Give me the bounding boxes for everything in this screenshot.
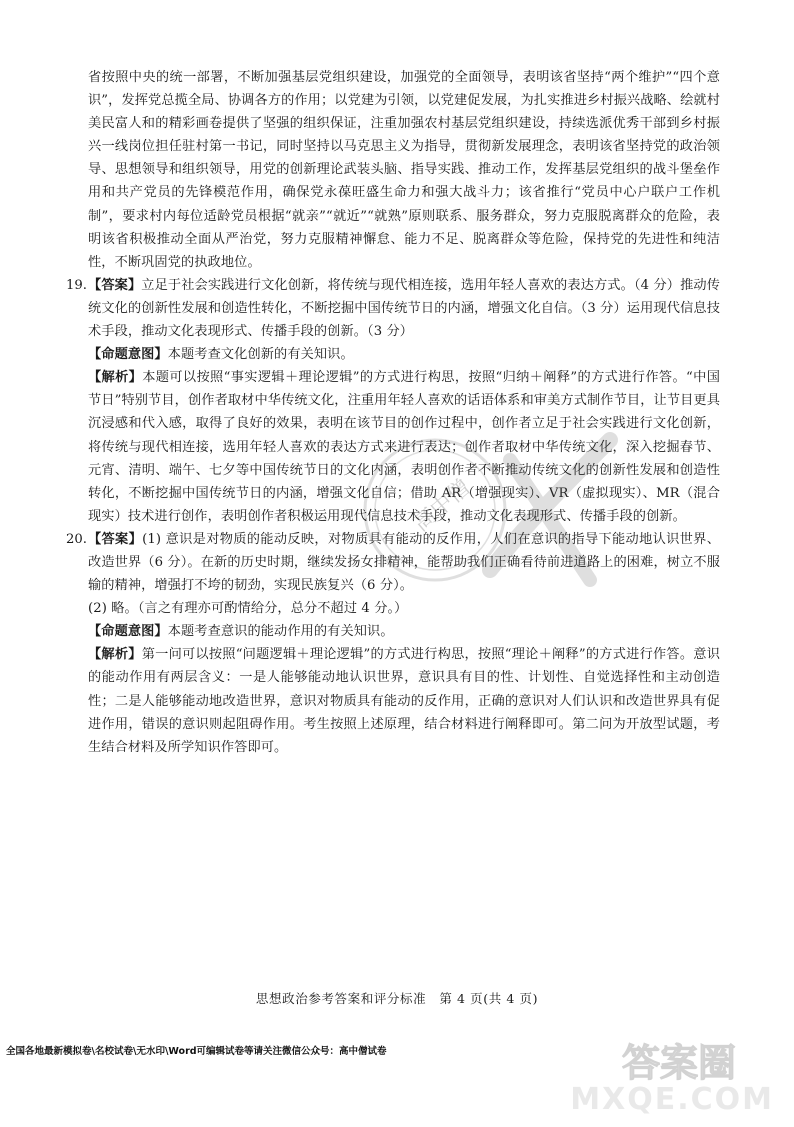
analysis-tag: 【解析】 bbox=[88, 370, 143, 386]
answer-item-0 bbox=[88, 66, 720, 274]
intent-item-20 bbox=[88, 620, 720, 643]
bottom-note: 全国各地最新模拟卷\名校试卷\无水印\Word可编辑试卷等请关注微信公众号：高中僧试卷 bbox=[6, 1046, 387, 1057]
paragraph-text: 省按照中央的统一部署，不断加强基层党组织建设，加强党的全面领导，表明该省坚持“两个维护”“四个意识”，发挥党总揽全局、协调各方的作用；以党建为引领，以党建促发展，为扎实推进乡村振兴战略、绘就村美民富人和的精彩画卷提供了坚强的组织保证，注重加强农村基层党组织建设，持续选派优秀干部到乡村振兴一线岗位担任驻村第一书记，同时坚持以马克思主义为指导，贯彻新发展理念，表明该省坚持党的政治领导、思想领导和组织领导，用党的创新理论武装头脑、指导实践、推动工作，发挥基层党组织的战斗堡垒作用和共产党员的先锋模范作用，确保党永葆旺盛生命力和强大战斗力；该省推行“党员中心户联户工作机制”，要求村内每位适龄党员根据“就亲”“就近”“就熟”原则联系、服务群众，努力克服脱离群众的危险，表明该省积极推动全面从严治党，努力克服精神懈怠、能力不足、脱离群众等危险，保持党的先进性和纯洁性，不断巩固党的执政地位。 bbox=[88, 70, 720, 270]
analysis-item-19 bbox=[88, 366, 720, 528]
question-number: 20. bbox=[66, 531, 87, 547]
paragraph-text: 本题考查文化创新的有关知识。 bbox=[167, 347, 354, 363]
answer-item-19 bbox=[66, 274, 720, 343]
watermark-text: 高中僧 bbox=[408, 475, 476, 537]
answer-item-20 bbox=[66, 528, 720, 597]
site-logo bbox=[570, 1032, 794, 1123]
analysis-item-20 bbox=[88, 643, 720, 758]
answer-tag: 【答案】 bbox=[88, 277, 142, 293]
question-number: 19. bbox=[66, 277, 87, 293]
paragraph-text: (1) 意识是对物质的能动反映，对物质具有能动的反作用，人们在意识的指导下能动地认识世界、改造世界（6 分）。在新的历史时期，继续发扬女排精神，能帮助我们正确看待前进道路上的困难，树立不服输的精神，增强打不垮的韧劲，实现民族复兴（6 分）。 bbox=[88, 531, 720, 594]
logo-text: 答案圈 bbox=[622, 1041, 737, 1085]
intent-tag: 【命题意图】 bbox=[88, 624, 168, 640]
answer-item-20-2 bbox=[88, 597, 720, 620]
answer-content bbox=[66, 66, 720, 759]
page-footer: 思想政治参考答案和评分标准 第 4 页(共 4 页) bbox=[255, 991, 539, 1006]
paragraph-text: 立足于社会实践进行文化创新，将传统与现代相连接，选用年轻人喜欢的表达方式。（4 分）推动传统文化的创新性发展和创造性转化，不断挖掘中国传统节日的内涵，增强文化自信。（3 分）运用现代信息技术手段，推动文化表现形式、传播手段的创新。（3 分） bbox=[88, 277, 720, 340]
answer-tag: 【答案】 bbox=[88, 531, 143, 547]
paragraph-text: 第一问可以按照“问题逻辑＋理论逻辑”的方式进行构思，按照“理论＋阐释”的方式进行作答。意识的能动作用有两层含义：一是人能够能动地认识世界，意识具有目的性、计划性、自觉选择性和主动创造性；二是人能够能动地改造世界，意识对物质具有能动的反作用，正确的意识对人们认识和改造世界具有促进作用，错误的意识则起阻碍作用。考生按照上述原理，结合材料进行阐释即可。第二问为开放型试题，考生结合材料及所学知识作答即可。 bbox=[88, 647, 720, 755]
paragraph-text: 本题可以按照“事实逻辑＋理论逻辑”的方式进行构思，按照“归纳＋阐释”的方式进行作答。“中国节日”特别节目，创作者取材中华传统文化，注重用年轻人喜欢的话语体系和审美方式制作节目，让节目更具沉浸感和代入感，取得了良好的效果，表明在该节目的创作过程中，创作者立足于社会实践进行文化创新，将传统与现代相连接，选用年轻人喜欢的表达方式来进行表达；创作者取材中华传统文化，深入挖掘春节、元宵、清明、端午、七夕等中国传统节日的文化内涵，表明创作者不断推动传统文化的创新性发展和创造性转化，不断挖掘中国传统节日的内涵，增强文化自信；借助 AR（增强现实）、VR（虚拟现实）、MR（混合现实）技术进行创作，表明创作者积极运用现代信息技术手段，推动文化表现形式、传播手段的创新。 bbox=[88, 370, 720, 524]
logo-site-text: MXQE.COM bbox=[570, 1082, 774, 1117]
paragraph-text: 本题考查意识的能动作用的有关知识。 bbox=[167, 624, 394, 640]
analysis-tag: 【解析】 bbox=[88, 647, 142, 663]
intent-tag: 【命题意图】 bbox=[88, 347, 168, 363]
intent-item-19 bbox=[88, 343, 720, 366]
paragraph-text: (2) 略。（言之有理亦可酌情给分，总分不超过 4 分。） bbox=[88, 601, 408, 617]
